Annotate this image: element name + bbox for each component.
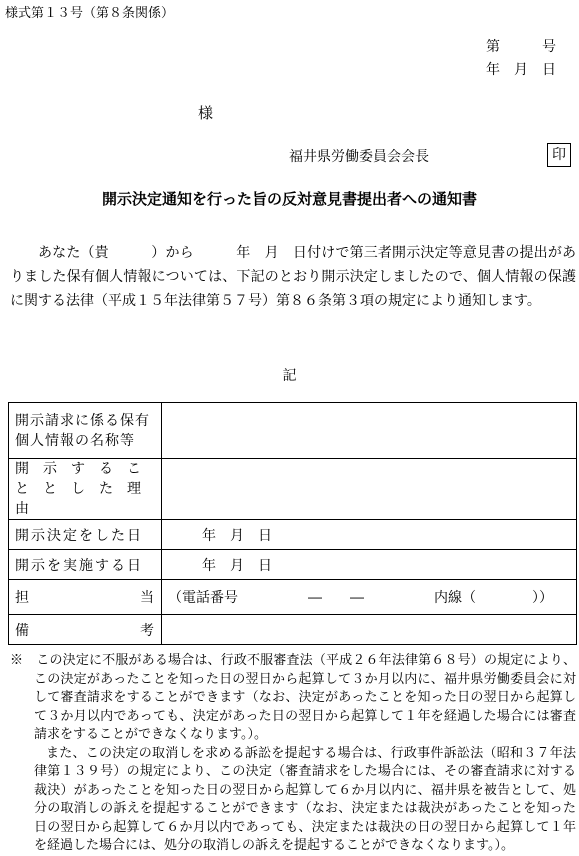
label-contact-right: 当 xyxy=(140,590,155,606)
table-row xyxy=(9,403,577,459)
form-id: 様式第１３号（第８条関係） xyxy=(5,6,175,21)
note-1 xyxy=(10,652,576,745)
document-number: 第 号 xyxy=(486,39,556,55)
table-row xyxy=(9,615,577,645)
note-mark: ※ xyxy=(10,653,24,668)
notes-section xyxy=(10,652,576,856)
label-contact-left: 担 xyxy=(15,590,30,606)
label-info-name: 開示請求に係る保有個人情報の名称等 xyxy=(9,403,162,459)
value-implement-date: 年 月 日 xyxy=(162,550,577,580)
note-1-text: この決定に不服がある場合は、行政不服審査法（平成２６年法律第６８号）の規定により、この決定があったことを知った日の翌日から起算して３か月以内に、福井県労働委員会に対して審査請求をすることができます（なお、決定があったことを知った日の翌日から起算して３か月以内であっても、決定があった日の翌日から起算して１年を経過した場合には審査請求をすることができなくなります。）。 xyxy=(34,653,576,742)
value-info-name xyxy=(162,403,577,459)
value-decision-date: 年 月 日 xyxy=(162,520,577,550)
note-2-text: また、この決定の取消しを求める訴訟を提起する場合は、行政事件訴訟法（昭和３７年法律第１３９号）の規定により、この決定（審査請求をした場合には、その審査請求に対する裁決）があったことを知った日の翌日から起算して６か月以内に、福井県を被告として、処分の取消しの訴えを提起することができます（なお、決定または裁決があったことを知った日の翌日から起算して６か月以内であっても、決定または裁決の日の翌日から起算して１年を経過した場合には、処分の取消しの訴えを提起することができなくなります。）。 xyxy=(34,745,576,853)
label-implement-date: 開示を実施する日 xyxy=(9,550,162,580)
info-table xyxy=(8,402,577,645)
label-contact xyxy=(9,580,162,615)
addressee-suffix: 様 xyxy=(198,104,214,122)
table-row xyxy=(9,520,577,550)
seal-stamp: 印 xyxy=(547,143,571,167)
table-row xyxy=(9,580,577,615)
label-decision-date: 開示決定をした日 xyxy=(9,520,162,550)
document-date: 年 月 日 xyxy=(486,62,556,78)
label-remarks-left: 備 xyxy=(15,622,30,639)
sender-name: 福井県労働委員会会長 xyxy=(289,149,429,165)
ki-heading: 記 xyxy=(282,368,297,384)
value-contact: （電話番号 ― ― 内線（ ）） xyxy=(162,580,577,615)
table-row xyxy=(9,550,577,580)
value-reason xyxy=(162,459,577,520)
label-remarks-right: 考 xyxy=(140,622,155,639)
body-paragraph: あなた（貴 ）から 年 月 日付けで第三者開示決定等意見書の提出がありました保有個人情報については、下記のとおり開示決定しましたので、個人情報の保護に関する法律（平成１５年法律第５７号）第８６条第３項の規定により通知します。 xyxy=(10,245,576,309)
table-row xyxy=(9,459,577,520)
document-title: 開示決定通知を行った旨の反対意見書提出者への通知書 xyxy=(101,190,477,208)
label-reason: 開示することとした理由 xyxy=(9,459,162,520)
value-remarks xyxy=(162,615,577,645)
label-remarks xyxy=(9,615,162,645)
note-2 xyxy=(10,745,576,856)
